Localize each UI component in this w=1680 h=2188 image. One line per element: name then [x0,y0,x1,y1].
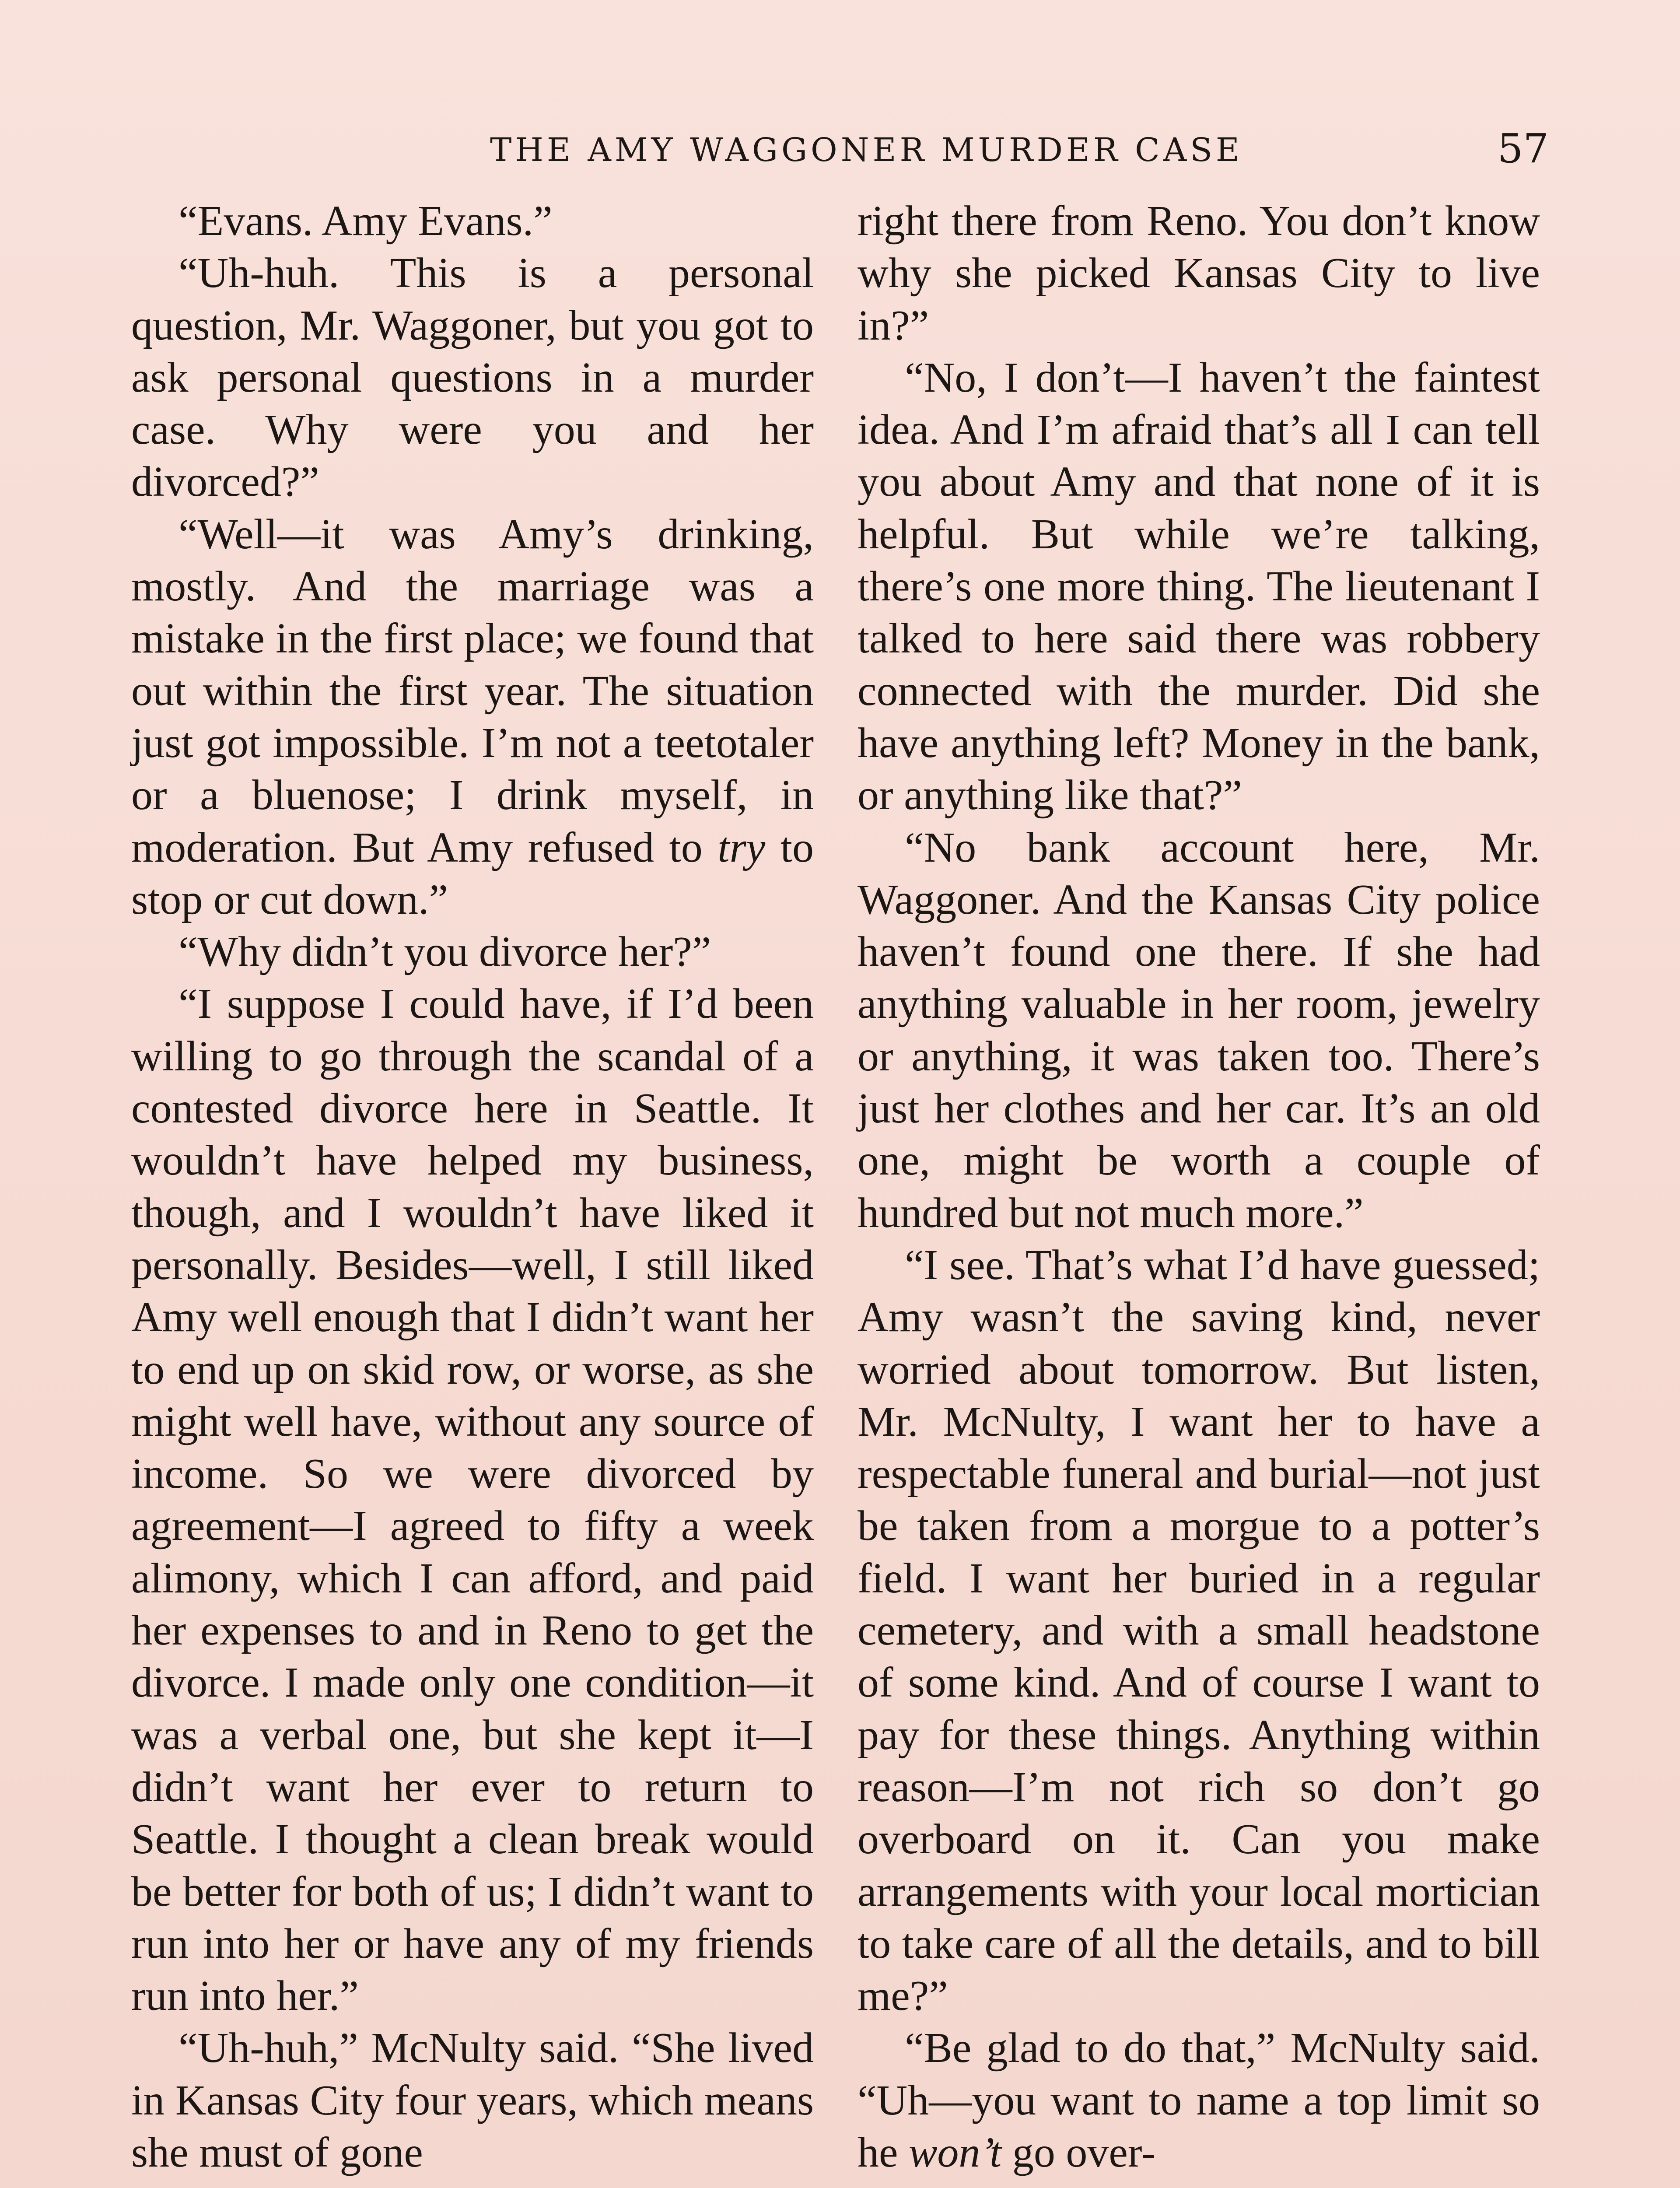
italic-text: won’t [909,2128,1002,2176]
paragraph-continued: right there from Reno. You don’t know why she picked Kansas City to live in?” [858,197,1540,349]
running-head: THE AMY WAGGONER MURDER CASE [490,131,1243,169]
paragraph: “Evans. Amy Evans.” [178,197,553,245]
text-run: to stop or cut down.” [131,824,814,923]
paragraph [858,2022,1540,2179]
paragraph: “Why didn’t you divorce her?” [178,928,711,976]
text-run: go over- [1001,2128,1156,2176]
left-column [131,195,814,2179]
text-run: “Well—it was Amy’s drinking, mostly. And the marriage was a mistake in the first place; we found that out within the first year. The situation just got impossible. I’m not a teetotaler or a bluenose; I drink myself, in moderation. But Amy refused to [131,510,814,871]
italic-text: try [718,824,766,871]
paragraph: “No bank account here, Mr. Waggoner. And the Kansas City police haven’t found one there. If she had anything valuable in her room, jewelry or anything, it was taken too. There’s just her clothes and her car. It’s an old one, might be worth a couple of hundred but not much more.” [858,824,1540,1237]
right-column [858,195,1540,2179]
paragraph: “Uh-huh. This is a personal question, Mr. Waggoner, but you got to ask personal questions in a murder case. Why were you and her divorced?” [131,249,814,506]
page-number: 57 [1497,125,1549,172]
text-run: “Be glad to do that,” McNulty said. “Uh—you want to name a top limit so he [858,2024,1540,2176]
paragraph: “Uh-huh,” McNulty said. “She lived in Kansas City four years, which means she must of gone [131,2024,814,2176]
paragraph: “No, I don’t—I haven’t the faintest idea. And I’m afraid that’s all I can tell you about Amy and that none of it is helpful. But while we’re talking, there’s one more thing. The lieutenant I talked to here said there was robbery connected with the murder. Did she have anything left? Money in the bank, or anything like that?” [858,354,1540,819]
paragraph: “I see. That’s what I’d have guessed; Amy wasn’t the saving kind, never worried about tomorrow. But listen, Mr. McNulty, I want her to have a respectable funeral and burial—not just be taken from a morgue to a potter’s field. I want her buried in a regular cemetery, and with a small headstone of some kind. And of course I want to pay for these things. Anything within reason—I’m not rich so don’t go overboard on it. Can you make arrangements with your local mortician to take care of all the details, and to bill me?” [858,1241,1540,2020]
paragraph: “I suppose I could have, if I’d been willing to go through the scandal of a contested divorce here in Seattle. It wouldn’t have helped my business, though, and I wouldn’t have liked it personally. Besides—well, I still liked Amy well enough that I didn’t want her to end up on skid row, or worse, as she might well have, without any source of income. So we were divorced by agreement—I agreed to fifty a week alimony, which I can afford, and paid her expenses to and in Reno to get the divorce. I made only one condition—it was a verbal one, but she kept it—I didn’t want her ever to return to Seattle. I thought a clean break would be better for both of us; I didn’t want to run into her or have any of my friends run into her.” [131,980,814,2020]
paragraph [131,508,814,926]
